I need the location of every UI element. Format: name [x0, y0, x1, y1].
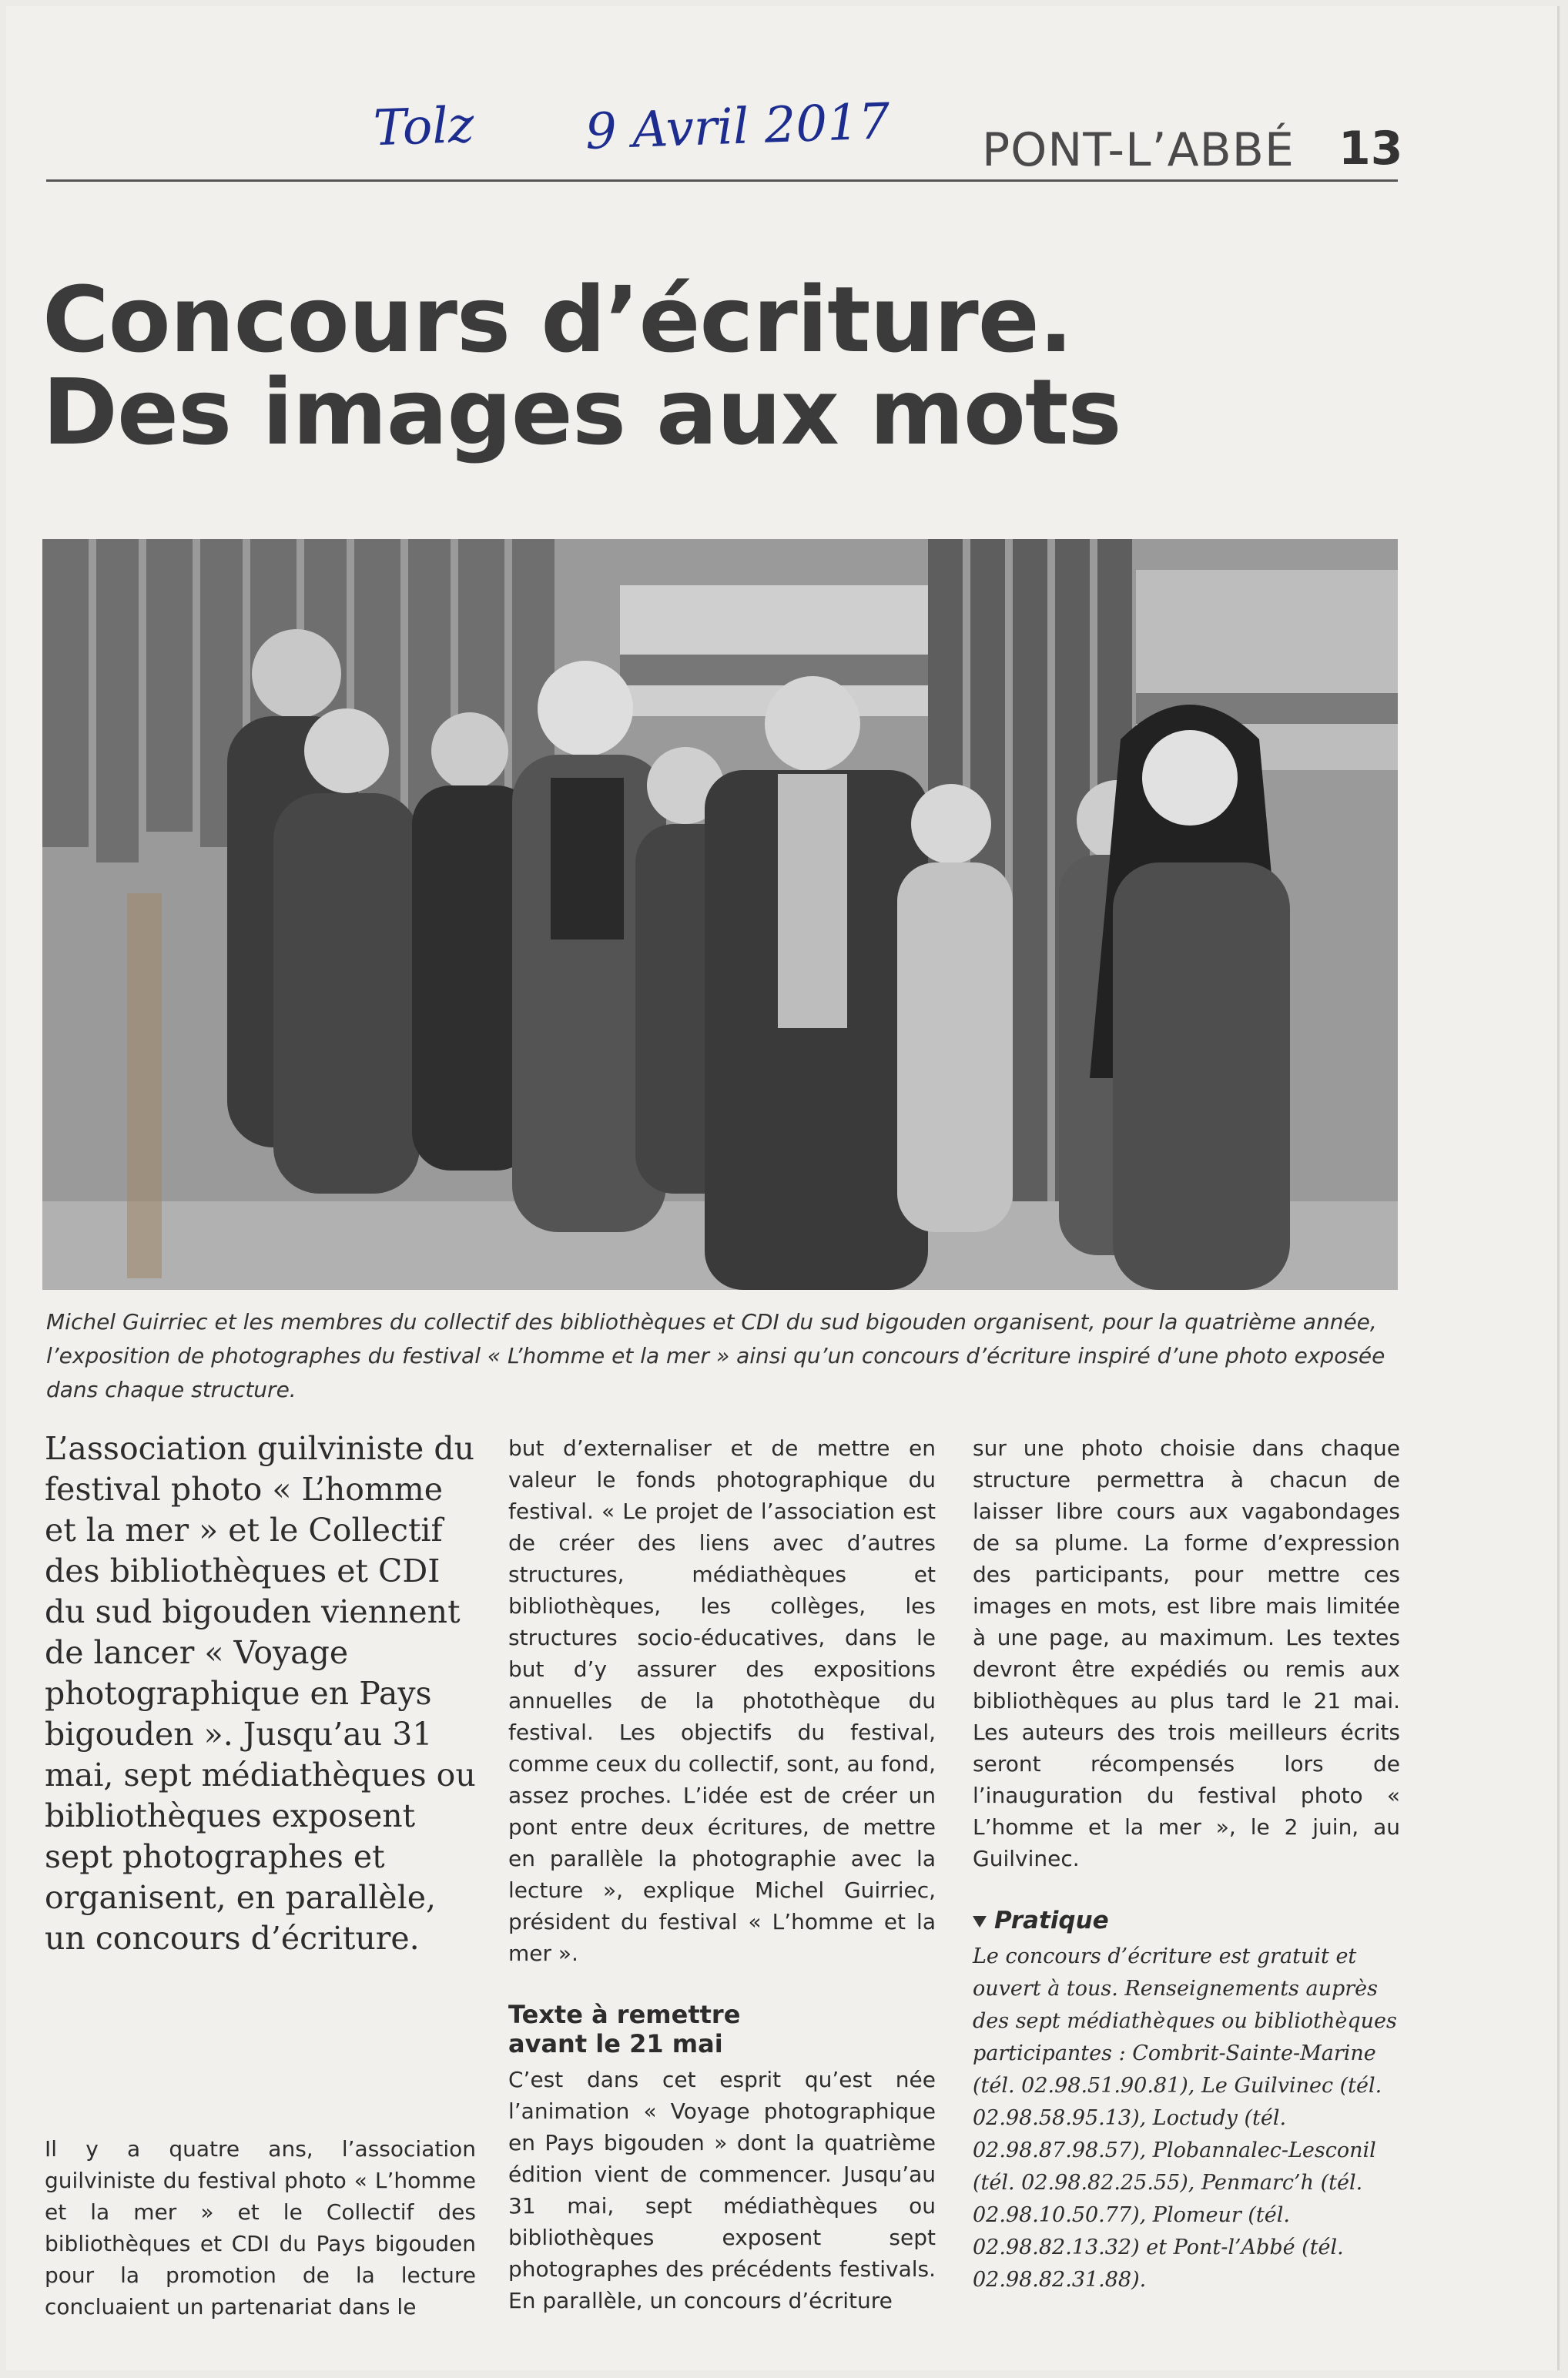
lead-paragraph: L’association guilviniste du festival photo « L’homme et la mer » et le Collectif des bibliothèques et CDI du sud bigouden viennent de lancer « Voyage photographique en Pays bigouden ». Jusqu’au 31 mai, sept médiathèques ou bibliothèques exposent sept photographes et organisent, en parallèle, un concours d’écriture.	[45, 1430, 476, 1957]
group-photo	[42, 539, 1398, 1290]
column-1-body: Il y a quatre ans, l’association guilviniste du festival photo « L’homme et la mer » et le Collectif des bibliothèques et CDI du Pays bigouden pour la promotion de la lecture concluaient un partenariat dans le	[45, 2136, 476, 2319]
subheading	[508, 2000, 936, 2058]
practical-heading-label: Pratique	[994, 1907, 1109, 1934]
subheading-line-1: Texte à remettre	[508, 2000, 741, 2029]
column-2-body-continued: C’est dans cet esprit qu’est née l’animation « Voyage photographique en Pays bigouden » dont la quatrième édition vient de commencer. Jusqu’au 31 mai, sept médiathèques ou bibliothèques exposent sept photographes des précédents festivals. En parallèle, un concours d’écriture	[508, 2067, 936, 2313]
column-3-body: sur une photo choisie dans chaque structure permettra à chacun de laisser libre cours aux vagabondages de sa plume. La forme d’expression des participants, pour mettre ces images en mots, est libre mais limitée à une page, au maximum. Les textes devront être expédiés ou remis aux bibliothèques au plus tard le 21 mai. Les auteurs des trois meilleurs écrits seront récompensés lors de l’inauguration du festival photo « L’homme et la mer », le 2 juin, au Guilvinec.	[973, 1435, 1400, 1871]
handwritten-date: 9 Avril 2017	[584, 93, 891, 161]
headline-line-1: Concours d’écriture.	[42, 266, 1073, 373]
practical-info: Le concours d’écriture est gratuit et ouvert à tous. Renseignements auprès des sept médiathèques ou bibliothèques participantes : Combrit-Sainte-Marine (tél. 02.98.51.90.81), Le Guilvinec (tél. 02.98.58.95.13), Loctudy (tél. 02.98.87.98.57), Plobannalec-Lesconil (tél. 02.98.82.25.55), Penmarc’h (tél. 02.98.10.50.77), Plomeur (tél. 02.98.82.13.32) et Pont-l’Abbé (tél. 02.98.82.31.88).	[973, 1944, 1397, 2292]
subheading-line-2: avant le 21 mai	[508, 2029, 723, 2058]
photo-caption: Michel Guirriec et les membres du collectif des bibliothèques et CDI du sud bigouden organisent, pour la quatrième année, l’exposition de photographes du festival « L’homme et la mer » ainsi qu’un concours d’écriture inspiré d’une photo exposée dans chaque structure.	[46, 1309, 1385, 1402]
handwritten-note: Tolz	[372, 96, 475, 158]
headline	[42, 266, 1121, 466]
header-rule	[46, 179, 1398, 182]
headline-line-2: Des images aux mots	[42, 359, 1121, 466]
column-2-body: but d’externaliser et de mettre en valeur le fonds photographique du festival. « Le projet de l’association est de créer des liens avec d’autres structures, médiathèques et bibliothèques, les collèges, les structures socio-éducatives, dans le but d’y assurer des expositions annuelles de la photothèque du festival. Les objectifs du festival, comme ceux du collectif, sont, au fond, assez proches. L’idée est de créer un pont entre deux écritures, de mettre en parallèle la photographie avec la lecture », explique Michel Guirriec, président du festival « L’homme et la mer ».	[508, 1435, 936, 1966]
page-number: 13	[1338, 122, 1403, 176]
triangle-down-icon	[973, 1916, 987, 1928]
practical-heading	[973, 1906, 1400, 1935]
section-title: PONT-L’ABBÉ	[982, 123, 1295, 177]
